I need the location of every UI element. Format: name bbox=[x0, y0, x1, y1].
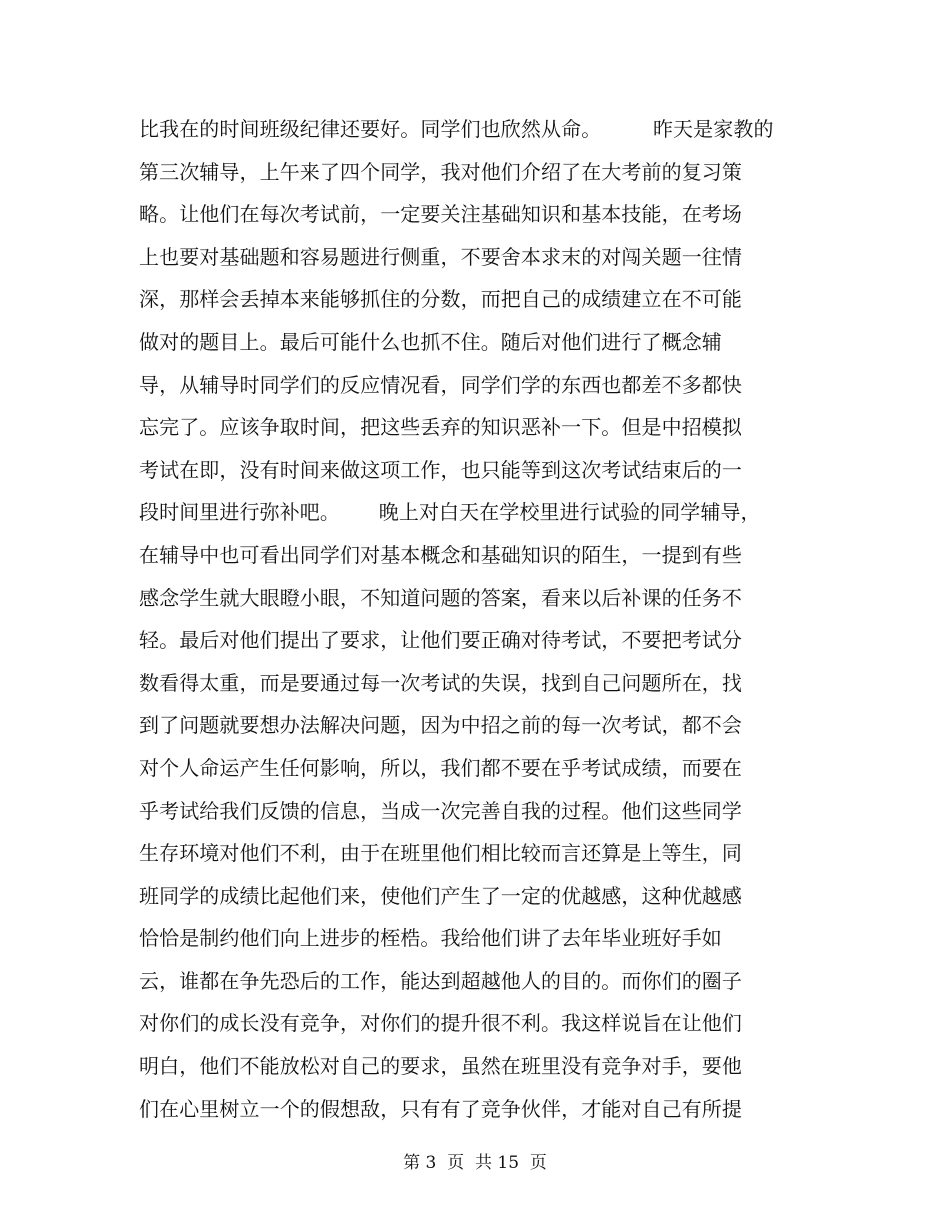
text-line: 明白，他们不能放松对自己的要求，虽然在班里没有竞争对手，要他 bbox=[139, 1054, 742, 1079]
text-line: 第三次辅导，上午来了四个同学，我对他们介绍了在大考前的复习策 bbox=[139, 159, 742, 184]
text-line: 们在心里树立一个的假想敌，只有有了竞争伙伴，才能对自己有所提 bbox=[139, 1096, 742, 1121]
text-line: 数看得太重，而是要通过每一次考试的失误，找到自己问题所在，找 bbox=[139, 670, 742, 695]
text-line: 略。让他们在每次考试前，一定要关注基础知识和基本技能，在考场 bbox=[139, 202, 742, 227]
text-line: 班同学的成绩比起他们来，使他们产生了一定的优越感，这种优越感 bbox=[139, 883, 742, 908]
text-line: 做对的题目上。最后可能什么也抓不住。随后对他们进行了概念辅 bbox=[139, 329, 722, 354]
body-text bbox=[139, 108, 819, 1130]
text-line: 比我在的时间班级纪律还要好。同学们也欣然从命。 昨天是家教的 bbox=[139, 117, 774, 141]
text-line: 在辅导中也可看出同学们对基本概念和基础知识的陌生，一提到有些 bbox=[139, 542, 742, 567]
text-line: 轻。最后对他们提出了要求，让他们要正确对待考试，不要把考试分 bbox=[139, 628, 742, 653]
text-line: 导，从辅导时同学们的反应情况看，同学们学的东西也都差不多都快 bbox=[139, 372, 742, 397]
text-line: 云，谁都在争先恐后的工作，能达到超越他人的目的。而你们的圈子 bbox=[139, 968, 742, 993]
text-line: 对个人命运产生任何影响，所以，我们都不要在乎考试成绩，而要在 bbox=[139, 755, 742, 780]
text-line: 恰恰是制约他们向上进步的桎梏。我给他们讲了去年毕业班好手如 bbox=[139, 926, 722, 951]
text-line: 考试在即，没有时间来做这项工作，也只能等到这次考试结束后的一 bbox=[139, 457, 742, 482]
text-line: 忘完了。应该争取时间，把这些丢弃的知识恶补一下。但是中招模拟 bbox=[139, 415, 742, 440]
text-line: 上也要对基础题和容易题进行侧重，不要舍本求末的对闯关题一往情 bbox=[139, 244, 742, 269]
page-number-footer: 第 3 页 共 15 页 bbox=[403, 1153, 547, 1173]
text-line: 生存环境对他们不利，由于在班里他们相比较而言还算是上等生，同 bbox=[139, 841, 742, 866]
text-line: 乎考试给我们反馈的信息，当成一次完善自我的过程。他们这些同学 bbox=[139, 798, 742, 823]
text-line: 到了问题就要想办法解决问题，因为中招之前的每一次考试，都不会 bbox=[139, 713, 742, 738]
text-line: 对你们的成长没有竞争，对你们的提升很不利。我这样说旨在让他们 bbox=[139, 1011, 742, 1036]
text-line: 段时间里进行弥补吧。 晚上对白天在学校里进行试验的同学辅导， bbox=[139, 500, 761, 525]
text-line: 深，那样会丢掉本来能够抓住的分数，而把自己的成绩建立在不可能 bbox=[139, 287, 742, 312]
text-line: 感念学生就大眼瞪小眼，不知道问题的答案，看来以后补课的任务不 bbox=[139, 585, 742, 610]
